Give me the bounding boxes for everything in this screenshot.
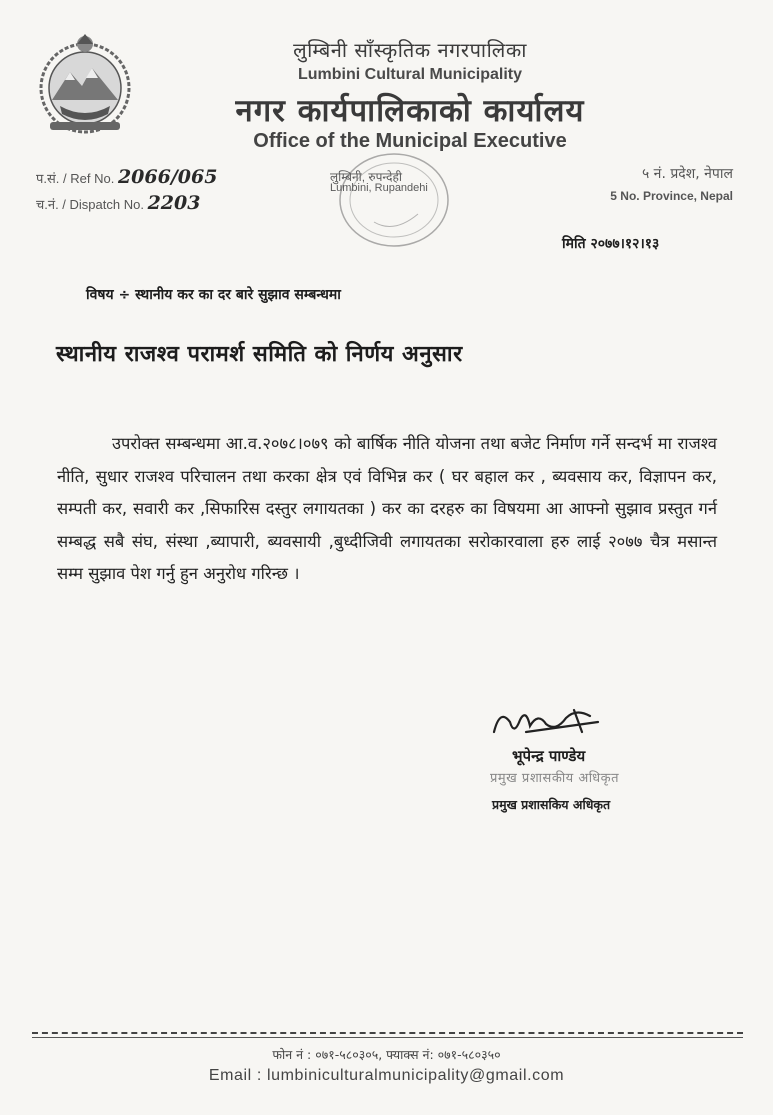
ref-value: 2066/065 bbox=[117, 166, 218, 188]
letter-heading: स्थानीय राजश्व परामर्श समिति को निर्णय अनुसार bbox=[56, 342, 463, 367]
dispatch-label: च.नं. / Dispatch No. bbox=[36, 197, 144, 212]
dispatch-number bbox=[36, 192, 200, 214]
office-name-nepali: नगर कार्यपालिकाको कार्यालय bbox=[235, 93, 585, 129]
province-nepali: ५ नं. प्रदेश, नेपाल bbox=[641, 166, 733, 182]
footer-divider-line bbox=[32, 1037, 743, 1038]
letter-body: उपरोक्त सम्बन्धमा आ.व.२०७८।०७९ को बार्षिक नीति योजना तथा बजेट निर्माण गर्ने सन्दर्भ मा राजश्व नीति, सुधार राजश्व परिचालन तथा करका क्षेत्र एवं विभिन्न कर ( घर बहाल कर , ब्यवसाय कर, विज्ञापन कर, सम्पती कर, सवारी कर ,सिफारिस दस्तुर लगायतका ) कर का दरहरु का विषयमा आ आफ्नो सुझाव प्रस्तुत गर्न सम्बद्ध सबै संघ, संस्था ,ब्यापारी, ब्यवसायी ,बुध्दीजिवी लगायतका सरोकारवाला हरु लाई २०७७ चैत्र मसान्त सम्म सुझाव पेश गर्नु हुन अनुरोध गरिन्छ । bbox=[57, 434, 717, 583]
letter-subject: विषय ÷ स्थानीय कर का दर बारे सुझाव सम्बन्धमा bbox=[86, 287, 341, 303]
signatory-title: प्रमुख प्रशासकिय अधिकृत bbox=[492, 797, 611, 812]
signatory-stamp: प्रमुख प्रशासकीय अधिकृत bbox=[490, 771, 620, 786]
municipality-name-english: Lumbini Cultural Municipality bbox=[298, 66, 522, 83]
footer-divider bbox=[32, 1032, 743, 1034]
footer-phone: फोन नं : ०७१-५८०३०५, फ्याक्स नं: ०७१-५८०३५० bbox=[272, 1047, 501, 1062]
ref-label: प.सं. / Ref No. bbox=[36, 171, 115, 186]
office-name-english: Office of the Municipal Executive bbox=[253, 130, 567, 152]
signature-scribble-icon bbox=[486, 702, 606, 746]
seal-line-english: Lumbini, Rupandehi bbox=[330, 182, 428, 194]
municipality-name-nepali: लुम्बिनी साँस्कृतिक नगरपालिका bbox=[293, 38, 527, 62]
office-seal-icon bbox=[322, 152, 462, 252]
dispatch-value: 2203 bbox=[147, 192, 201, 214]
letter-date: मिति २०७७।१२।१३ bbox=[562, 236, 660, 252]
nepal-emblem-icon bbox=[30, 30, 140, 140]
footer-email: Email : lumbiniculturalmunicipality@gmail.com bbox=[208, 1067, 565, 1084]
signatory-name: भूपेन्द्र पाण्डेय bbox=[512, 747, 586, 765]
ref-number bbox=[36, 166, 217, 188]
province-english: 5 No. Province, Nepal bbox=[610, 189, 733, 203]
seal-line-nepali: लुम्बिनी, रुपन्देही bbox=[330, 170, 402, 184]
